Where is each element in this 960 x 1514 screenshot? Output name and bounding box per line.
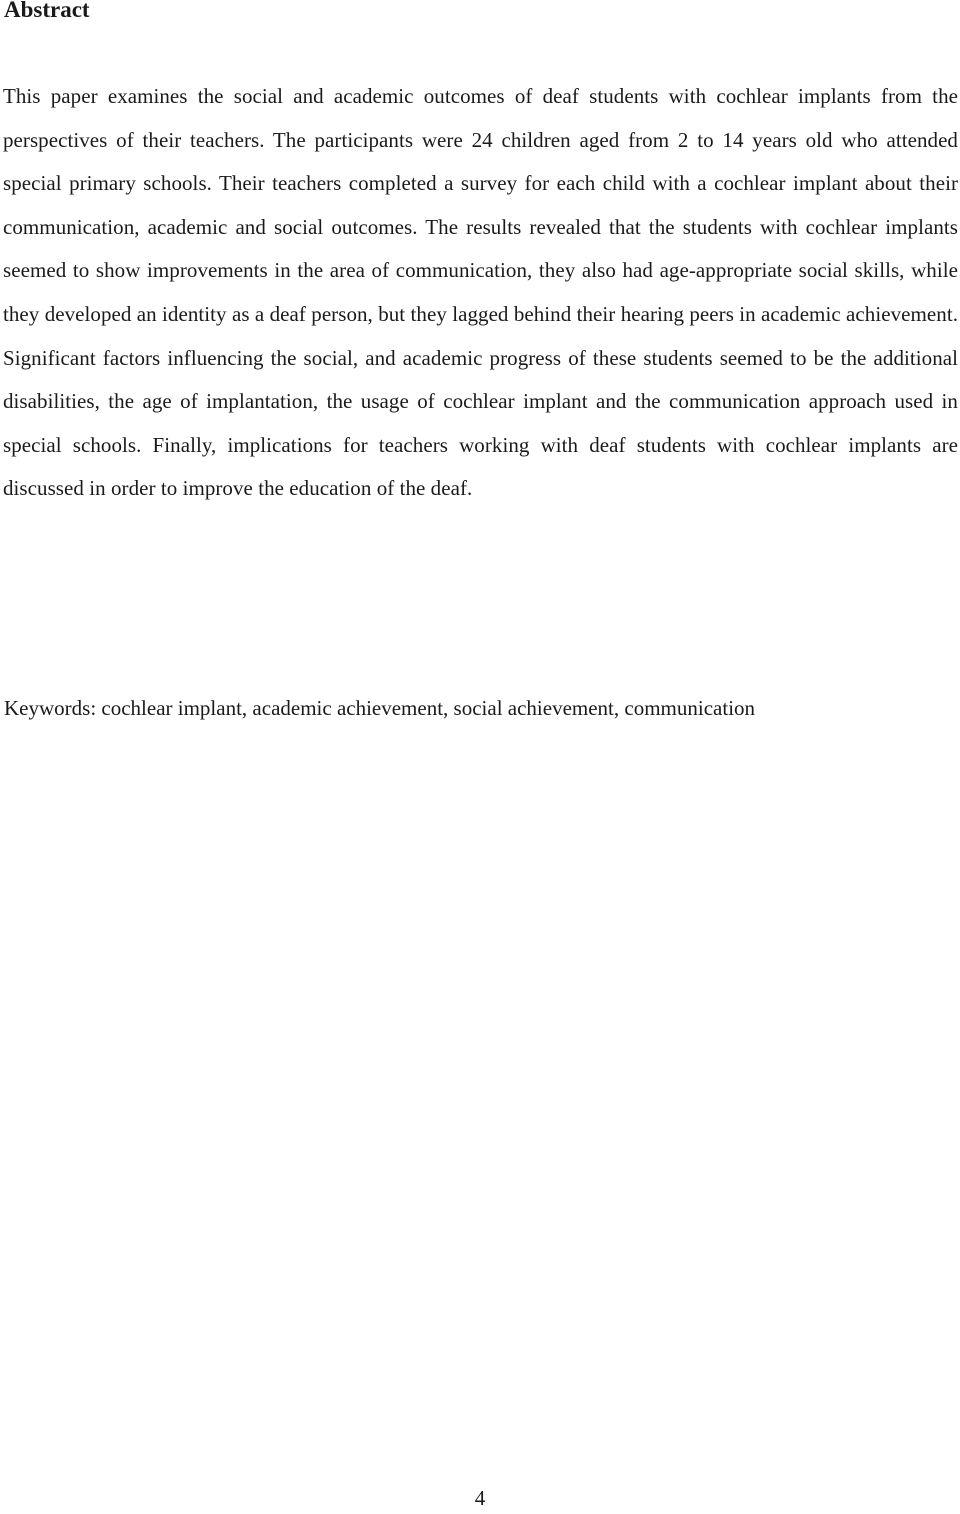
keywords-line: Keywords: cochlear implant, academic achievement, social achievement, communication xyxy=(4,696,756,720)
abstract-paragraph: This paper examines the social and academic outcomes of deaf students with cochlear implants from the perspectives of their teachers. The participants were 24 children aged from 2 to 14 years old who attended special primary schools. Their teachers completed a survey for each child with a cochlear implant about their communication, academic and social outcomes. The results revealed that the students with cochlear implants seemed to show improvements in the area of communication, they also had age-appropriate social skills, while they developed an identity as a deaf person, but they lagged behind their hearing peers in academic achievement. Significant factors influencing the social, and academic progress of these students seemed to be the additional disabilities, the age of implantation, the usage of cochlear implant and the communication approach used in special schools. Finally, implications for teachers working with deaf students with cochlear implants are discussed in order to improve the education of the deaf. xyxy=(3,84,958,501)
page-number: 4 xyxy=(474,1486,486,1510)
section-heading-abstract: Abstract xyxy=(4,0,90,22)
